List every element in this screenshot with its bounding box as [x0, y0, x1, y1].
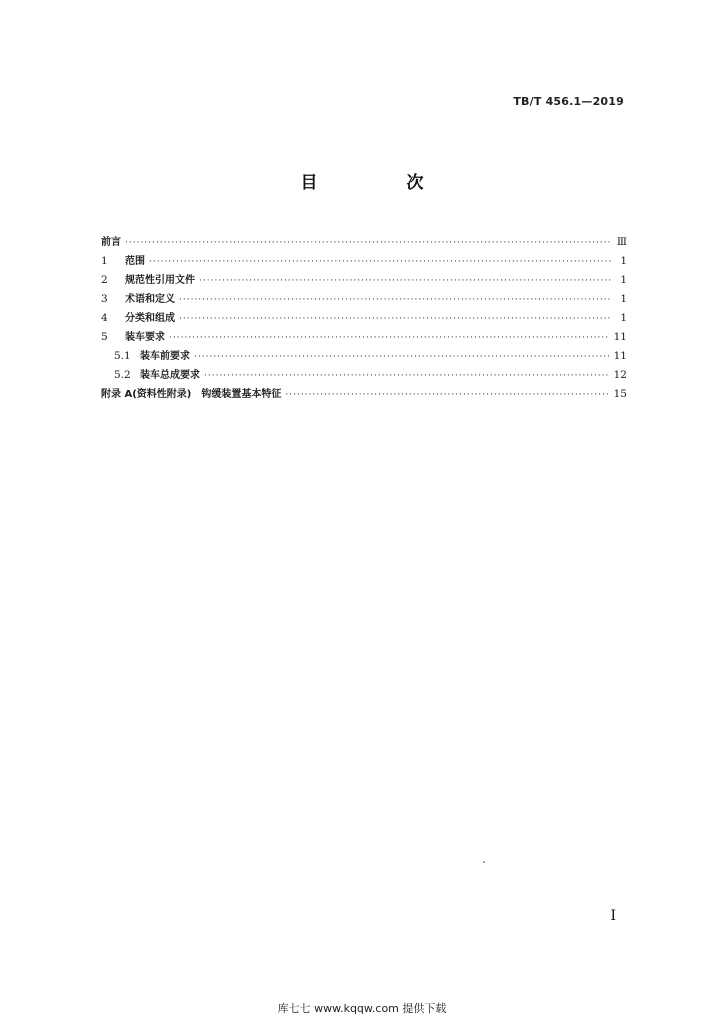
table-of-contents — [101, 233, 627, 404]
toc-entry-label: 规范性引用文件 — [125, 275, 195, 286]
toc-leader-dots — [169, 329, 610, 348]
toc-entry-page: 11 — [613, 350, 627, 362]
toc-leader-dots — [204, 367, 610, 386]
toc-entry-scope[interactable] — [101, 252, 627, 271]
toc-entry-normative-references[interactable] — [101, 271, 627, 290]
toc-entry-terms-definitions[interactable] — [101, 290, 627, 309]
toc-entry-label: 分类和组成 — [125, 313, 175, 324]
page-number: I — [610, 908, 616, 924]
toc-entry-page: 11 — [613, 331, 627, 343]
toc-entry-label: 附录 A(资料性附录) 钩缓装置基本特征 — [101, 389, 282, 400]
toc-entry-assembly-requirements[interactable] — [101, 366, 627, 385]
toc-entry-label: 装车前要求 — [140, 351, 190, 362]
toc-entry-label: 装车要求 — [125, 332, 165, 343]
toc-entry-page: 1 — [620, 274, 627, 286]
toc-entry-number: 3 — [101, 293, 108, 305]
toc-entry-number: 4 — [101, 312, 108, 324]
scan-speck — [483, 861, 485, 863]
toc-entry-loading-requirements[interactable] — [101, 328, 627, 347]
toc-leader-dots — [285, 386, 609, 405]
toc-leader-dots — [179, 310, 611, 329]
toc-entry-page: 1 — [620, 255, 627, 267]
toc-entry-page: 15 — [613, 388, 627, 400]
toc-leader-dots — [194, 348, 610, 367]
toc-entry-number: 5 — [101, 331, 108, 343]
toc-leader-dots — [125, 234, 611, 253]
toc-entry-label: 术语和定义 — [125, 294, 175, 305]
toc-entry-foreword[interactable] — [101, 233, 627, 252]
toc-leader-dots — [179, 291, 611, 310]
toc-leader-dots — [199, 272, 611, 291]
toc-entry-label: 装车总成要求 — [140, 370, 200, 381]
toc-entry-appendix-a[interactable] — [101, 385, 627, 404]
toc-entry-classification[interactable] — [101, 309, 627, 328]
toc-entry-page: 12 — [613, 369, 627, 381]
page-title: 目 次 — [300, 173, 460, 193]
toc-entry-label: 范围 — [125, 256, 145, 267]
toc-entry-page: 1 — [620, 312, 627, 324]
toc-entry-number: 5.2 — [114, 369, 131, 381]
toc-entry-label: 前言 — [101, 237, 121, 248]
download-footer: 库七七 www.kqqw.com 提供下载 — [277, 1002, 447, 1015]
toc-entry-page: Ⅲ — [616, 236, 627, 248]
toc-entry-page: 1 — [620, 293, 627, 305]
toc-leader-dots — [149, 253, 611, 272]
toc-entry-number: 5.1 — [114, 350, 131, 362]
toc-entry-number: 1 — [101, 255, 108, 267]
toc-entry-pre-loading-requirements[interactable] — [101, 347, 627, 366]
standard-code: TB/T 456.1—2019 — [513, 95, 624, 108]
toc-entry-number: 2 — [101, 274, 108, 286]
